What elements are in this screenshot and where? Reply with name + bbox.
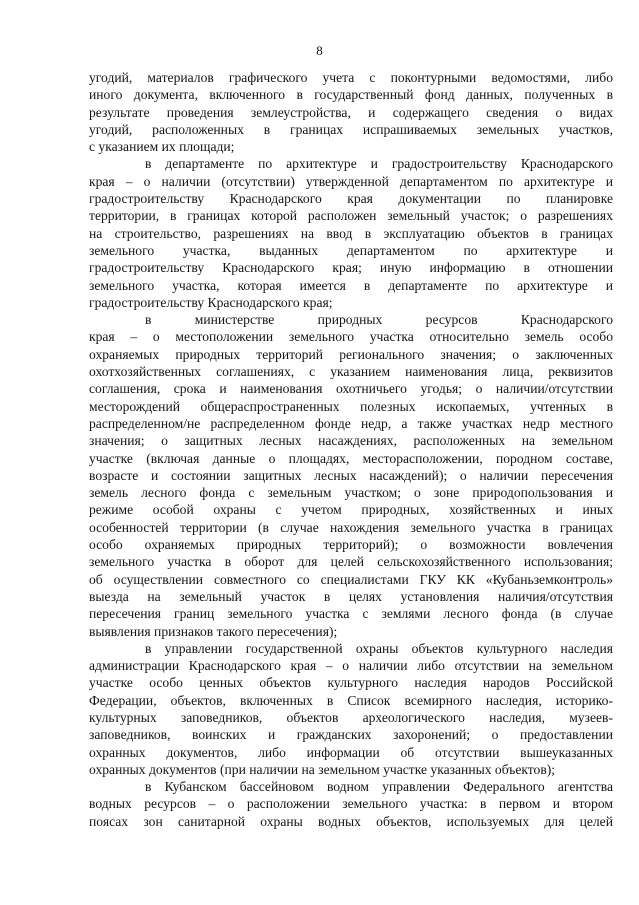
text-line: в министерстве природных ресурсов Краснодарского [145, 312, 613, 328]
text-line: градостроительству Краснодарского края; [89, 294, 333, 310]
text-line: земельного участка, которая имеется в департаменте по архитектуре и [89, 277, 613, 293]
text-line: администрации Краснодарского края – о наличии либо отсутствии на земельном [89, 658, 613, 674]
body-text [89, 69, 613, 830]
text-line: края – о наличии (отсутствии) утвержденной департаментом по архитектуре и [89, 173, 613, 189]
text-line: соглашения, срока и наименования охотничьего угодья; о наличии/отсутствии [89, 381, 613, 397]
text-line: участке (включая данные о площадях, месторасположении, породном составе, [89, 450, 613, 466]
text-line: в департаменте по архитектуре и градостроительству Краснодарского [145, 156, 613, 172]
text-line: месторождений общераспространенных полезных ископаемых, учтенных в [89, 398, 613, 414]
text-line: территории, в границах которой расположен земельный участок; о разрешениях [89, 208, 613, 224]
text-line: иного документа, включенного в государственный фонд данных, полученных в [89, 87, 613, 103]
text-line: значения; о защитных лесных насаждениях, расположенных на земельном [89, 433, 613, 449]
text-line: в Кубанском бассейновом водном управлении Федерального агентства [145, 779, 613, 795]
text-line: земельного участка в оборот для целей сельскохозяйственного использования; [89, 554, 613, 570]
text-line: возрасте и состоянии защитных лесных насаждений); о наличии пересечения [89, 467, 613, 483]
text-line: градостроительству Краснодарского края документации по планировке [89, 191, 613, 207]
text-line: земель лесного фонда с земельным участком; о зоне природопользования и [89, 485, 613, 501]
text-line: выявления признаков такого пересечения); [89, 623, 338, 639]
text-line: на строительство, разрешениях на ввод в эксплуатацию объектов в границах [89, 225, 613, 241]
text-line: охранных документов (при наличии на земельном участке указанных объектов); [89, 761, 556, 777]
text-line: градостроительству Краснодарского края; иную информацию в отношении [89, 260, 613, 276]
text-line: пересечения границ земельного участка с землями лесного фонда (в случае [89, 606, 613, 622]
text-line: поясах зон санитарной охраны водных объектов, используемых для целей [89, 813, 613, 829]
text-line: угодий, материалов графического учета с поконтурными ведомостями, либо [89, 70, 613, 85]
text-line: водных ресурсов – о расположении земельного участка: в первом и втором [89, 796, 613, 812]
text-line: земельного участка, выданных департаментом по архитектуре и [89, 242, 613, 258]
text-line: охраняемых природных территорий регионального значения; о заключенных [89, 346, 613, 362]
page-number: 8 [316, 43, 323, 58]
text-line: результате проведения землеустройства, и содержащего сведения о видах [89, 104, 613, 120]
text-line: края – о местоположении земельного участка относительно земель особо [89, 329, 613, 345]
text-line: охотхозяйственных соглашениях, с указанием наименования лица, реквизитов [89, 364, 613, 380]
text-line: особенностей территории (в случае нахождения земельного участка в границах [89, 519, 613, 535]
text-line: выезда на земельный участок в целях установления наличия/отсутствия [89, 588, 613, 604]
text-line: в управлении государственной охраны объектов культурного наследия [145, 640, 613, 656]
text-line: участке особо ценных объектов культурного наследия народов Российской [89, 675, 613, 691]
text-line: особо охраняемых природных территорий); о возможности вовлечения [89, 537, 613, 553]
text-line: режиме особой охраны с учетом природных, хозяйственных и иных [89, 502, 613, 518]
text-line: с указанием их площади; [89, 139, 235, 155]
text-line: угодий, расположенных в границах испрашиваемых земельных участков, [89, 121, 613, 137]
text-line: Федерации, объектов, включенных в Список всемирного наследия, историко- [89, 692, 613, 708]
text-line: об осуществлении совместного со специалистами ГКУ КК «Кубаньземконтроль» [89, 571, 613, 587]
text-line: культурных заповедников, объектов археологического наследия, музеев- [89, 709, 613, 725]
text-line: распределенном/не распределенном фонде недр, а также участках недр местного [89, 415, 613, 431]
text-line: заповедников, воинских и гражданских захоронений; о предоставлении [89, 727, 613, 743]
text-line: охранных документов, либо информации об отсутствии вышеуказанных [89, 744, 613, 760]
